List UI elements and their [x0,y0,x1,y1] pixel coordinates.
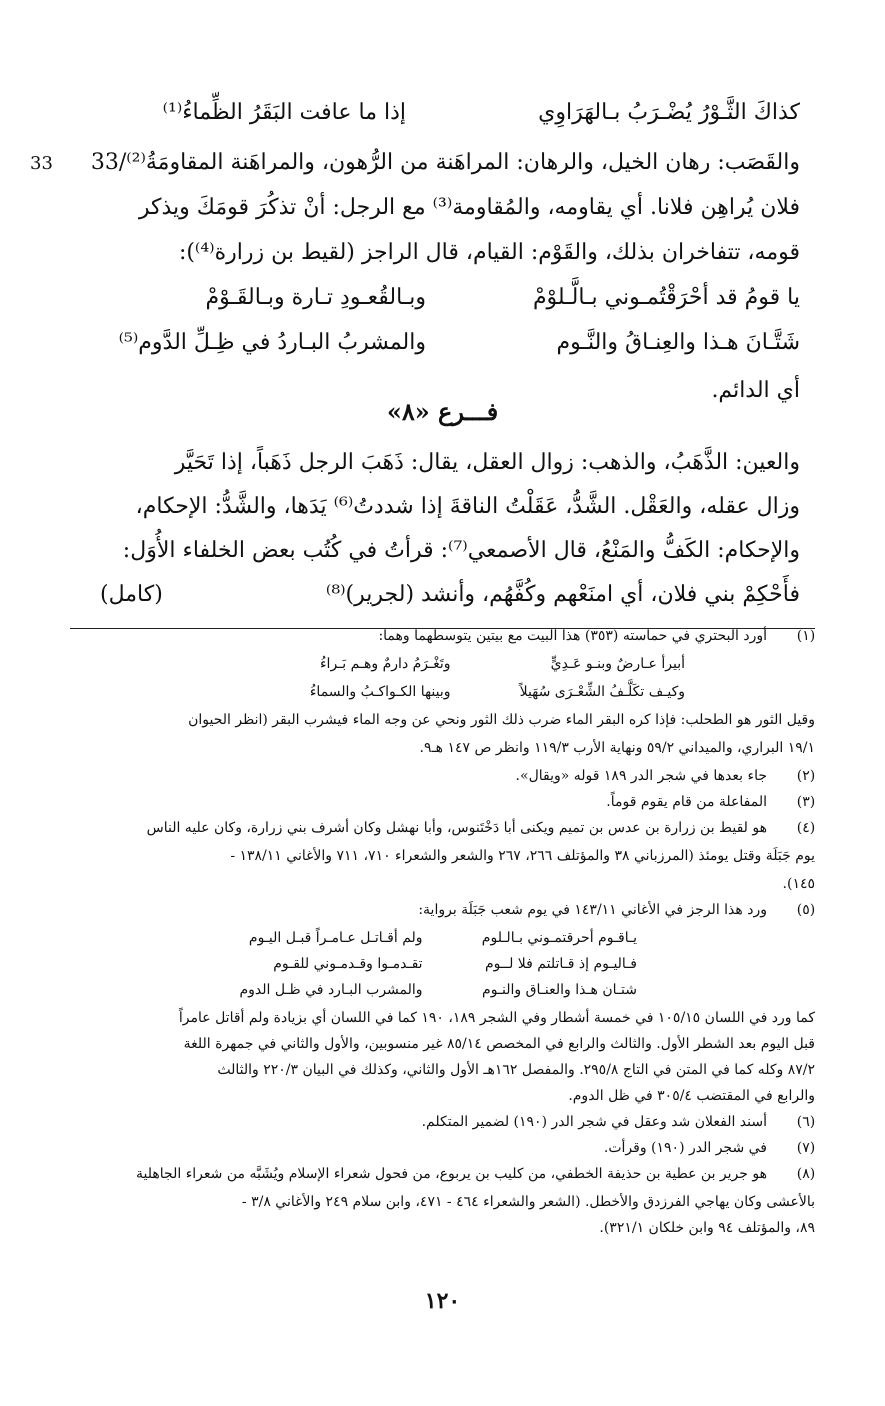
verse-line-3 [119,330,800,355]
footnote-text: المفاعلة من قام يقوم قوماً. [606,794,767,810]
footnote-text: يوم جَبَلَة وقتل يومئذ (المرزباني ٣٨ والمؤتلف ٢٦٦، ٢٦٧ والشعر والشعراء ٧١٠، ٧١١ والأغاني ١٣٨/١١ - [230,848,815,864]
footnote-verse [320,656,685,672]
meter-label: (كامل) [100,582,163,607]
footnote-text: بالأعشى وكان يهاجي الفرزدق والأخطل. (الشعر والشعراء ٤٦٤ - ٤٧١، وابن سلام ٢٤٩ والأغاني ٣/٨ - [241,1194,815,1210]
verse-hemistich-right: شَتَّـانَ هـذا والعِنـاقُ والنَّـوم [556,330,800,355]
body-line-last [70,582,800,607]
footnote-number: (٦) [796,1114,816,1130]
footnote-number: (٨) [796,1166,816,1182]
footnote-number: (٢) [796,768,816,784]
footnote-text: ٨٩، والمؤتلف ٩٤ وابن خلكان ٣٢١/١). [599,1220,815,1236]
verse-line-2 [205,285,800,310]
footnote-number: (٣) [796,794,816,810]
verse-hemistich-left: والمشرب البـارد في ظـل الدوم [239,982,423,998]
footnote-text: جاء بعدها في شجر الدر ١٨٩ قوله «ويقال». [515,768,767,784]
footnote-number: (٥) [796,902,816,918]
footnote-text: هو جرير بن عطية بن حذيفة الخطفي، من كليب بن يربوع، من فحول شعراء الإسلام ويُشَبَّه من شعراء الجاهلية [136,1166,767,1182]
margin-page-marker: 33 [30,153,53,174]
body-line: وزال عقله، والعَقْل. الشَّدُّ، عَقَلْتُ الناقةَ إذا شددتُ⁽⁶⁾ يَدَها، والشَّدُّ: الإحكام، [135,494,800,519]
footnote-text: أسند الفعلان شد وعقل في شجر الدر (١٩٠) لضمير المتكلم. [421,1114,767,1130]
footnote-text: ١٩/١ البراري، والميداني ٥٩/٢ ونهاية الأرب ١١٩/٣ وانظر ص ١٤٧ هـ٩. [419,740,815,756]
verse-hemistich-right: يا قومُ قد أحْرَقْتُمـوني بـالَّـلوْمْ [532,285,800,310]
verse-hemistich-right: شتـان هـذا والعنـاق والنـوم [482,982,637,998]
body-line: والعين: الذَّهَبُ، والذهب: زوال العقل، يقال: ذَهَبَ الرجل ذَهَباً، إذا تَحَيَّر [174,450,800,475]
footnote-4 [0,820,885,840]
footnote-5 [0,902,885,922]
footnote-number: (١) [796,628,816,644]
verse-hemistich-right: فـاليـوم إذ قـاتلتم فلا لــوم [484,956,637,972]
footnote-text: أورد البحتري في حماسته (٣٥٣) هذا البيت مع بيتين يتوسطهما وهما: [378,628,767,644]
verse-hemistich-left: وبينها الكـواكـبُ والسماءُ [309,684,451,700]
footnote-text: هو لقيط بن زرارة بن عدس بن تميم ويكنى أبا دَخْتَنوس، وأبا نهشل وكان أشرف بني زرارة، وكان عليه الناس [146,820,767,836]
body-line: قومه، تتفاخران بذلك، والقَوْم: القيام، قال الراجز (لقيط بن زرارة⁽⁴⁾): [178,240,800,265]
footnote-text: في شجر الدر (١٩٠) وقرأت. [603,1140,767,1156]
footnote-verse [310,684,685,700]
verse-hemistich-left: والمشربُ البـاردُ في ظِـلِّ الدَّوم⁽⁵⁾ [118,330,426,355]
verse-hemistich-right: أبيرأ عـارضٌ وبنـو عَـدِيٍّ [550,656,685,672]
footnote-1 [0,628,885,648]
footnote-2 [0,768,885,788]
footnote-text: ١٤٥). [782,876,815,892]
verse-hemistich-left: وتَغْـرَمُ دارمٌ وهـم بَـراءُ [319,656,451,672]
body-line: والقَصَب: رهان الخيل، والرهان: المراهَنة من الرُّهون، والمراهَنة المقاومَةُ⁽²⁾/33 [90,150,800,175]
footnote-3 [0,794,885,814]
body-line: والإحكام: الكَفُّ والمَنْعُ، قال الأصمعي⁽⁷⁾: قرأتُ في كُتُب بعض الخلفاء الأُوَل: [122,538,800,563]
body-line: فلان يُراهِن فلانا. أي يقاومه، والمُقاومة⁽³⁾ مع الرجل: أنْ تذكُرَ قومَكَ ويذكر [138,195,800,220]
verse-hemistich-left: وبـالقُعـودِ تـارة وبـالقَـوْمْ [205,285,426,310]
verse-line-1 [163,100,800,125]
footnote-verse [239,982,637,998]
footnote-8 [0,1166,885,1186]
page-number: ١٢٠ [424,1288,461,1314]
verse-hemistich-right: كذاكَ الثَّـوْرُ يُضْـرَبُ بـالهَرَاوِي [538,100,800,125]
footnote-verse [273,956,637,972]
footnote-7 [0,1140,885,1160]
footnote-6 [0,1114,885,1134]
verse-hemistich-right: وكيـف تكَلَّـفُ الشِّعْـرَى سُهَيلاً [519,684,685,700]
footnote-text: ورد هذا الرجز في الأغاني ١٤٣/١١ في يوم شعب جَبَلَة برواية: [418,902,767,918]
verse-hemistich-left: إذا ما عافت البَقَرُ الظِّماءُ⁽¹⁾ [162,100,406,125]
footnote-number: (٤) [796,820,816,836]
footnote-text: ٨٧/٢ وكله كما في المتن في التاج ٢٩٥/٨. والمفصل ١٦٢هـ الأول والثاني، وكذلك في البيان ٢٢٠/٣ والثالث [217,1062,815,1078]
body-line-text: فأَحْكِمْ بني فلان، أي امنَعْهم وكُفَّهُم، وأنشد (لجرير)⁽⁸⁾ [325,582,800,607]
verse-hemistich-left: ولم أقـاتـل عـامـراً قبـل اليـوم [248,930,423,946]
footnote-text: كما ورد في اللسان ١٠٥/١٥ في خمسة أشطار وفي الشجر ١٨٩، ١٩٠ كما في اللسان أي بزيادة ولم أقاتل عامراً [178,1010,815,1026]
body-line: أي الدائم. [711,378,800,403]
verse-hemistich-left: تقـدمـوا وقـدمـوني للقـوم [273,956,423,972]
verse-hemistich-right: يـاقـوم أحرقتمـوني بـالـلوم [481,930,637,946]
footnote-text: قبل اليوم بعد الشطر الأول. والثالث والرابع في المخصص ٨٥/١٤ غير منسوبين، والأول والثاني في جمهرة اللغة [183,1036,815,1052]
footnote-verse [249,930,637,946]
section-title: فـــرع «٨» [386,397,499,426]
footnote-text: وقيل الثور هو الطحلب: فإذا كره البقر الماء ضرب ذلك الثور ونحي عن وجه الماء فيشرب البقر (انظر الحيوان [188,712,815,728]
footnote-text: والرابع في المقتضب ٣٠٥/٤ في ظل الدوم. [568,1088,815,1104]
footnote-number: (٧) [796,1140,816,1156]
